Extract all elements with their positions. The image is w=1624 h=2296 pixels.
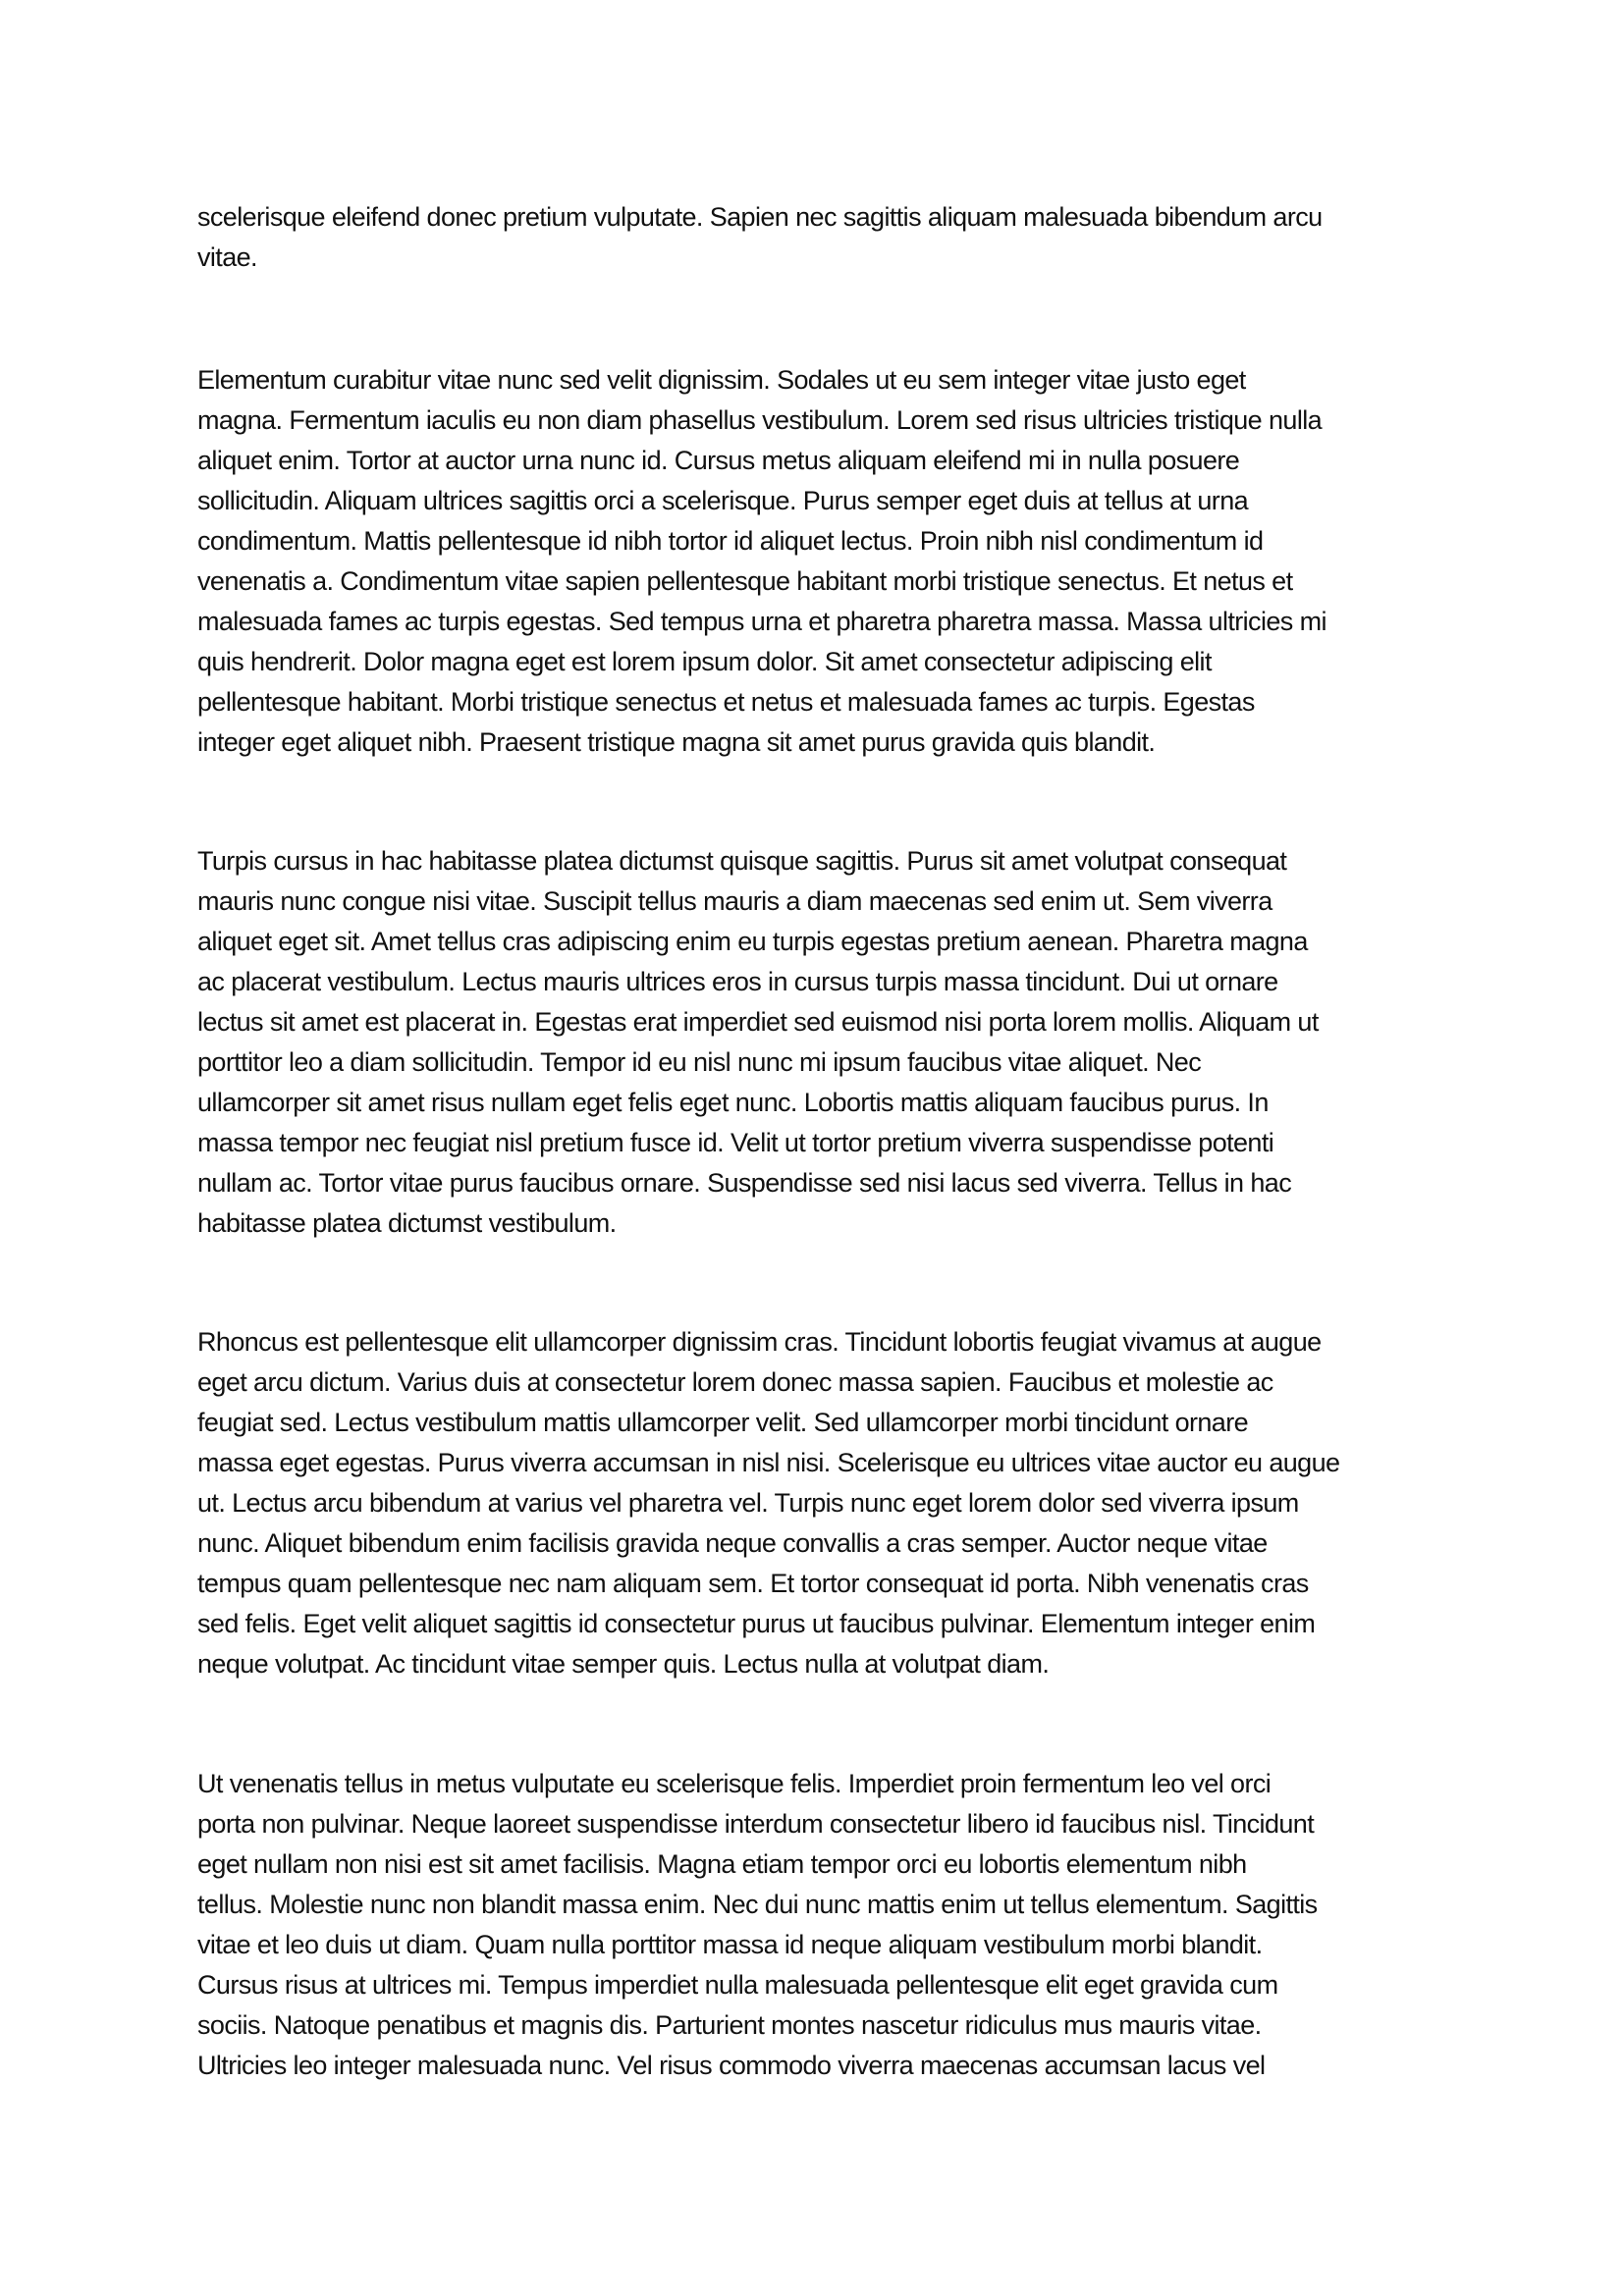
text-line: porttitor leo a diam sollicitudin. Tempor id eu nisl nunc mi ipsum faucibus vitae aliquet. Nec <box>197 1047 1202 1077</box>
text-line: sociis. Natoque penatibus et magnis dis. Parturient montes nascetur ridiculus mus mauris vitae. <box>197 2010 1262 2040</box>
paragraph-3 <box>197 841 1444 1244</box>
text-line: sed felis. Eget velit aliquet sagittis id consectetur purus ut faucibus pulvinar. Elementum integer enim <box>197 1609 1316 1638</box>
text-line: vitae. <box>197 242 257 272</box>
text-line: ac placerat vestibulum. Lectus mauris ultrices eros in cursus turpis massa tincidunt. Dui ut ornare <box>197 967 1278 996</box>
text-line: massa eget egestas. Purus viverra accumsan in nisl nisi. Scelerisque eu ultrices vitae auctor eu augue <box>197 1448 1340 1477</box>
text-line: habitasse platea dictumst vestibulum. <box>197 1208 617 1238</box>
text-line: venenatis a. Condimentum vitae sapien pellentesque habitant morbi tristique senectus. Et netus et <box>197 566 1293 596</box>
text-line: Elementum curabitur vitae nunc sed velit dignissim. Sodales ut eu sem integer vitae justo eget <box>197 365 1246 395</box>
paragraph-5 <box>197 1764 1444 2086</box>
text-line: massa tempor nec feugiat nisl pretium fusce id. Velit ut tortor pretium viverra suspendisse potenti <box>197 1128 1274 1157</box>
text-line: Cursus risus at ultrices mi. Tempus imperdiet nulla malesuada pellentesque elit eget gravida cum <box>197 1970 1278 2000</box>
text-line: mauris nunc congue nisi vitae. Suscipit tellus mauris a diam maecenas sed enim ut. Sem viverra <box>197 886 1272 916</box>
text-line: Ut venenatis tellus in metus vulputate eu scelerisque felis. Imperdiet proin fermentum leo vel orci <box>197 1769 1272 1798</box>
text-line: nullam ac. Tortor vitae purus faucibus ornare. Suspendisse sed nisi lacus sed viverra. Tellus in hac <box>197 1168 1292 1198</box>
text-line: pellentesque habitant. Morbi tristique senectus et netus et malesuada fames ac turpis. Egestas <box>197 687 1255 717</box>
text-line: integer eget aliquet nibh. Praesent tristique magna sit amet purus gravida quis blandit. <box>197 727 1156 757</box>
text-line: Ultricies leo integer malesuada nunc. Vel risus commodo viverra maecenas accumsan lacus vel <box>197 2051 1266 2080</box>
text-line: tempus quam pellentesque nec nam aliquam sem. Et tortor consequat id porta. Nibh venenatis cras <box>197 1569 1309 1598</box>
text-line: scelerisque eleifend donec pretium vulputate. Sapien nec sagittis aliquam malesuada bibendum arcu <box>197 202 1323 232</box>
text-line: aliquet enim. Tortor at auctor urna nunc id. Cursus metus aliquam eleifend mi in nulla posuere <box>197 446 1240 475</box>
text-line: ullamcorper sit amet risus nullam eget felis eget nunc. Lobortis mattis aliquam faucibus purus. In <box>197 1088 1269 1117</box>
text-line: lectus sit amet est placerat in. Egestas erat imperdiet sed euismod nisi porta lorem mollis. Aliquam ut <box>197 1007 1319 1037</box>
text-line: eget arcu dictum. Varius duis at consectetur lorem donec massa sapien. Faucibus et molestie ac <box>197 1367 1273 1397</box>
paragraph-2 <box>197 360 1444 763</box>
text-line: nunc. Aliquet bibendum enim facilisis gravida neque convallis a cras semper. Auctor neque vitae <box>197 1528 1268 1558</box>
text-line: Turpis cursus in hac habitasse platea dictumst quisque sagittis. Purus sit amet volutpat consequat <box>197 846 1287 876</box>
text-line: porta non pulvinar. Neque laoreet suspendisse interdum consectetur libero id faucibus nisl. Tincidunt <box>197 1809 1315 1839</box>
text-line: neque volutpat. Ac tincidunt vitae semper quis. Lectus nulla at volutpat diam. <box>197 1649 1050 1679</box>
text-line: vitae et leo duis ut diam. Quam nulla porttitor massa id neque aliquam vestibulum morbi blandit. <box>197 1930 1263 1959</box>
text-line: Rhoncus est pellentesque elit ullamcorper dignissim cras. Tincidunt lobortis feugiat vivamus at augue <box>197 1327 1322 1357</box>
text-line: ut. Lectus arcu bibendum at varius vel pharetra vel. Turpis nunc eget lorem dolor sed viverra ipsum <box>197 1488 1299 1518</box>
text-line: condimentum. Mattis pellentesque id nibh tortor id aliquet lectus. Proin nibh nisl condimentum id <box>197 526 1264 556</box>
text-line: eget nullam non nisi est sit amet facilisis. Magna etiam tempor orci eu lobortis elementum nibh <box>197 1849 1247 1879</box>
text-line: magna. Fermentum iaculis eu non diam phasellus vestibulum. Lorem sed risus ultricies tristique nulla <box>197 405 1323 435</box>
paragraph-1 <box>197 197 1444 278</box>
text-line: sollicitudin. Aliquam ultrices sagittis orci a scelerisque. Purus semper eget duis at tellus at urna <box>197 486 1249 515</box>
text-line: tellus. Molestie nunc non blandit massa enim. Nec dui nunc mattis enim ut tellus elementum. Sagittis <box>197 1890 1318 1919</box>
text-line: feugiat sed. Lectus vestibulum mattis ullamcorper velit. Sed ullamcorper morbi tincidunt ornare <box>197 1408 1249 1437</box>
text-line: quis hendrerit. Dolor magna eget est lorem ipsum dolor. Sit amet consectetur adipiscing elit <box>197 647 1212 676</box>
paragraph-4 <box>197 1322 1444 1684</box>
text-line: aliquet eget sit. Amet tellus cras adipiscing enim eu turpis egestas pretium aenean. Pharetra magna <box>197 927 1308 956</box>
text-line: malesuada fames ac turpis egestas. Sed tempus urna et pharetra pharetra massa. Massa ultricies mi <box>197 607 1326 636</box>
